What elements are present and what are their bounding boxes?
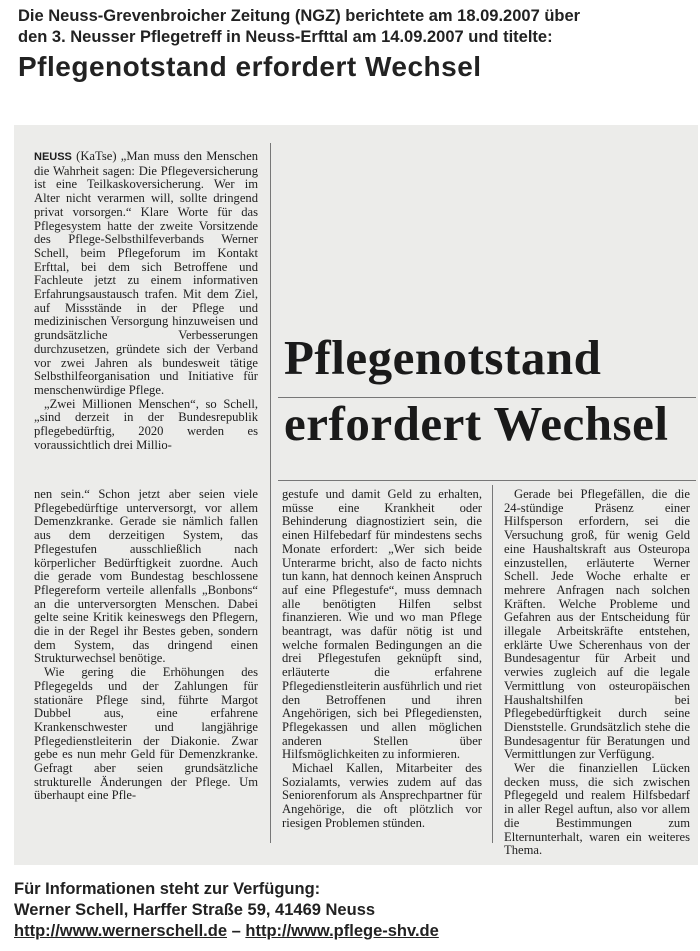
article-paragraph: gestufe und damit Geld zu erhalten, müsse eine Krankheit oder Behinderung diagnostiziert sein, die einen Hilfebedarf für mindestens sechs Monate erfordert: „Wer sich beide Unterarme bricht, also de facto nichts tun kann, hat dennoch keinen Anspruch auf eine Pflegestufe“, muss demnach alle benötigten Hilfen selbst finanzieren. Wie und wo man Pflege beantragt, was dafür nötig ist und welche formalen Bedingungen an die drei Pflegestufen geknüpft sind, erläuterte die erfahrene Pflegedienstleiterin ausführlich und riet den Betroffenen und ihren Angehörigen, sich bei Pflegediensten, Pflegekassen und allen möglichen anderen Stellen über Hilfsmöglichkeiten zu informieren. [282, 487, 482, 762]
article-column-2 [282, 488, 482, 831]
lead-text: (KaTse) „Man muss den Menschen die Wahrheit sagen: Die Pflegeversicherung ist eine Teilkaskoversicherung. Wer im Alter nicht verarmen will, sollte dringend privat vorsorgen.“ Klare Worte für das Pflegesystem hatte der zweite Vorsitzende des Pflege-Selbsthilfeverbands Werner Schell, beim Pflegeforum im Kontakt Erfttal, bei dem sich Betroffene und Fachleute jetzt zu einem informativen Erfahrungsaustausch trafen. Mit dem Ziel, auf Missstände in der Pflege und medizinischen Versorgung hinzuweisen und grundsätzliche Verbesserungen durchzusetzen, gründete sich der Verband vor zwei Jahren als bundesweit tätige Selbsthilfeorganisation und Initiative für menschenwürdige Pflege. [34, 149, 258, 397]
dateline: NEUSS [34, 151, 72, 163]
article-paragraph: Gerade bei Pflegefällen, die die 24-stündige Präsenz einer Hilfsperson erfordern, sei die Versuchung groß, für wenig Geld eine Haushaltskraft aus Osteuropa einzustellen, erläuterte Werner Schell. Jede Woche erhalte er mehrere Anfragen nach solchen Kräften. Welche Probleme und Gefahren aus der Entscheidung für illegale Arbeitskräfte entstehen, erklärte Uwe Scherenhaus von der Bundesagentur für Arbeit und verwies zugleich auf die legale Vermittlung von osteuropäischen Haushaltshilfen bei Pflegebedürftigkeit durch seine Dienststelle. Grundsätzlich stehe die Bundesagentur für Beratungen und Vermittlungen zur Verfügung. [504, 487, 690, 762]
intro-line-2: den 3. Neusser Pflegetreff in Neuss-Erfttal am 14.09.2007 und titelte: [18, 28, 553, 46]
footer-address: Werner Schell, Harffer Straße 59, 41469 Neuss [14, 901, 376, 919]
intro-line-1: Die Neuss-Grevenbroicher Zeitung (NGZ) berichtete am 18.09.2007 über [18, 7, 581, 25]
article-column-1 [34, 488, 258, 803]
headline-rule [278, 397, 696, 398]
link-separator: – [227, 922, 246, 940]
newspaper-clipping [14, 125, 698, 865]
article-paragraph [34, 150, 258, 398]
article-upper-column [34, 150, 258, 452]
footer-info-line: Für Informationen steht zur Verfügung: [14, 880, 321, 898]
article-paragraph: Wie gering die Erhöhungen des Pflegegelds und der Zahlungen für stationäre Pflege sind, führte Margot Dubbel aus, eine erfahrene Krankenschwester und langjährige Pflegedienstleiterin der Diakonie. Zwar gebe es nun mehr Geld für Demenzkranke. Gefragt aber seien grundsätzliche strukturelle Änderungen der Pflege. Um überhaupt eine Pfle- [34, 665, 258, 803]
page-header [18, 6, 688, 84]
column-divider [492, 485, 493, 843]
website-link-wernerschell[interactable]: http://www.wernerschell.de [14, 922, 228, 940]
column-divider [270, 143, 271, 843]
article-paragraph: nen sein.“ Schon jetzt aber seien viele Pflegebedürftige unterversorgt, vor allem Demenzkranke. Gerade sie nämlich fallen aus dem derzeitigen System, das Pflegestufen ausschließlich nach körperlicher Bedürftigkeit zuordne. Auch die gerade vom Bundestag beschlossene Pflegereform verteile allenfalls „Bonbons“ an die unterversorgten Menschen. Dabei gelte seine Kritik keineswegs den Pflegern, die in der Regel ihr Bestes geben, sondern dem System, das dringend einen Strukturwechsel benötige. [34, 487, 258, 666]
article-paragraph: „Zwei Millionen Menschen“, so Schell, „sind derzeit in der Bundesrepublik pflegebedürftig, 2020 werden es voraussichtlich drei Millio- [34, 396, 258, 452]
page-title: Pflegenotstand erfordert Wechsel [18, 51, 482, 82]
article-paragraph: Michael Kallen, Mitarbeiter des Sozialamts, verwies zudem auf das Seniorenforum als Ansprechpartner für Angehörige, die oft plötzlich vor riesigen Problemen stünden. [282, 761, 482, 830]
headline-line-2: erfordert Wechsel [284, 396, 669, 451]
website-link-pflege-shv[interactable]: http://www.pflege-shv.de [245, 922, 439, 940]
article-headline [284, 330, 696, 452]
article-paragraph: Wer die finanziellen Lücken decken muss, die sich zwischen Pflegegeld und realem Hilfsbedarf in aller Regel auftun, also vor allem die Bestimmungen zum Elternunterhalt, waren ein weiteres Thema. [504, 761, 690, 858]
headline-line-1: Pflegenotstand [284, 330, 602, 385]
footer-links [14, 921, 694, 942]
headline-rule [278, 480, 696, 481]
article-column-3 [504, 488, 690, 858]
contact-footer [14, 879, 694, 942]
